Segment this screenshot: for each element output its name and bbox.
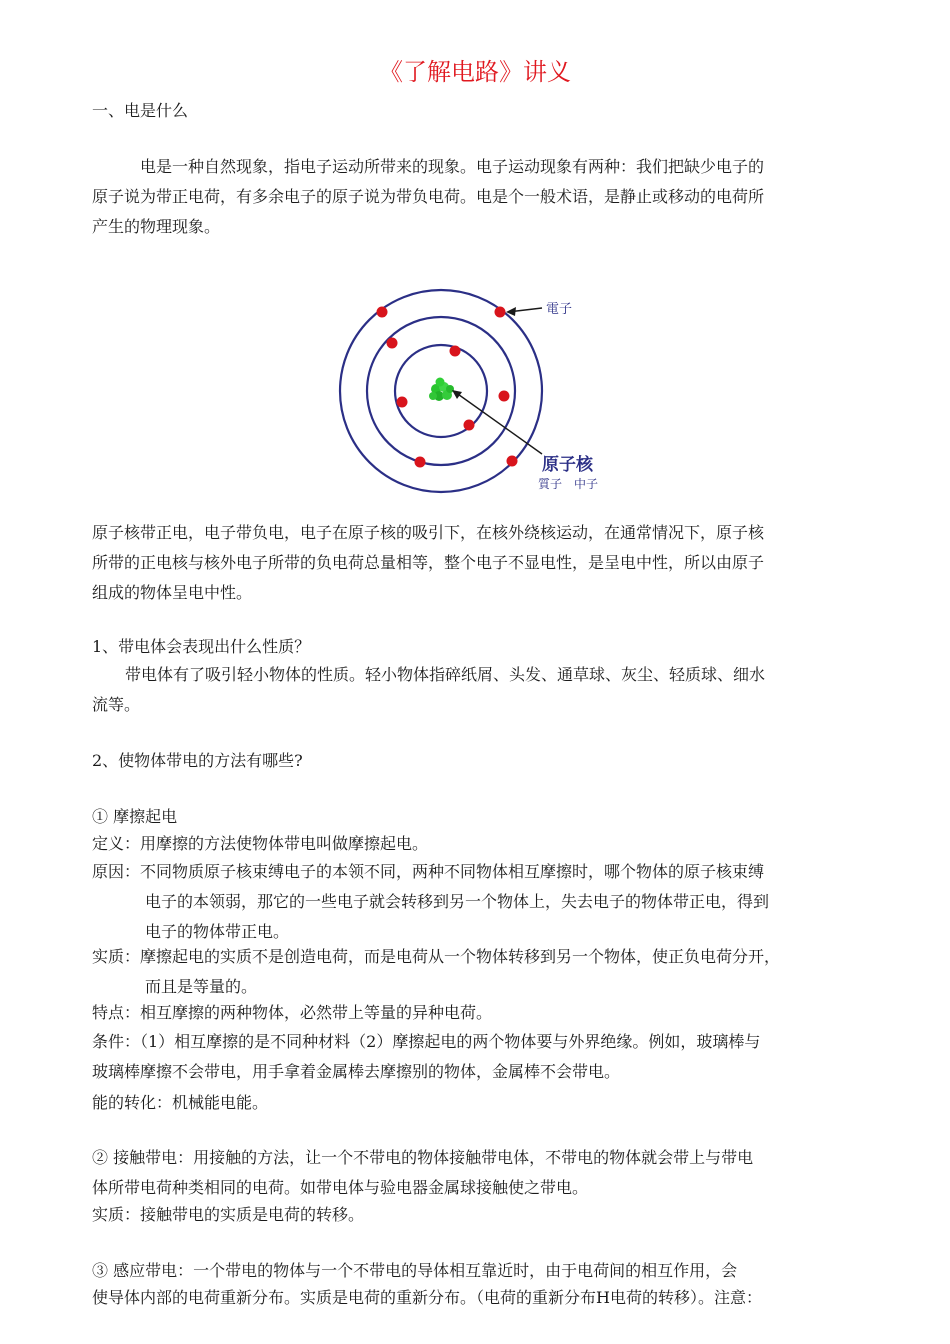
nucleus-paragraph [92,518,862,608]
text-line: 电是一种自然现象，指电子运动所带来的现象。电子运动现象有两种：我们把缺少电子的 [140,157,765,176]
text-line: 玻璃棒摩擦不会带电，用手拿着金属棒去摩擦别的物体，金属棒不会带电。 [92,1062,621,1081]
text-line: ② 接触带电：用接触的方法，让一个不带电的物体接触带电体，不带电的物体就会带上与带电 [92,1148,754,1167]
electron [387,338,398,349]
friction-heading: ① 摩擦起电 [92,807,178,826]
text-line: 原因：不同物质原子核束缚电子的本领不同，两种不同物体相互摩擦时，哪个物体的原子核束缚 [92,862,765,881]
electron [464,420,475,431]
contact-paragraph [92,1143,862,1203]
section-heading-what-is-electricity: 一、电是什么 [92,101,189,120]
text-line: 原子说为带正电荷，有多余电子的原子说为带负电荷。电是个一般术语，是静止或移动的电荷所 [92,187,765,206]
text-line: 所带的正电核与核外电子所带的负电荷总量相等，整个电子不显电性，是呈电中性，所以由原子 [92,553,765,572]
text-line: 使导体内部的电荷重新分布。实质是电荷的重新分布。（电荷的重新分布H电荷的转移）。注意： [92,1288,762,1307]
text-line: 电子的本领弱，那它的一些电子就会转移到另一个物体上，失去电子的物体带正电，得到 [145,892,770,911]
electron [450,346,461,357]
text-line: 实质：摩擦起电的实质不是创造电荷，而是电荷从一个物体转移到另一个物体，使正负电荷分开， [92,947,781,966]
atom-diagram [330,288,630,502]
electron [415,457,426,468]
text-line: 体所带电荷种类相同的电荷。如带电体与验电器金属球接触使之带电。 [92,1178,589,1197]
question-1-answer [92,660,862,720]
page-title: 《了解电路》讲义 [379,58,571,86]
electron [377,307,388,318]
question-2-heading: 2、使物体带电的方法有哪些? [92,751,303,770]
electron-label: 電子 [546,302,573,317]
text-line: ③ 感应带电：一个带电的物体与一个不带电的导体相互靠近时，由于电荷间的相互作用，会 [92,1261,738,1280]
nucleus-label: 原子核 [542,455,593,475]
text-line: 产生的物理现象。 [92,217,221,236]
friction-definition: 定义：用摩擦的方法使物体带电叫做摩擦起电。 [92,834,429,853]
electron [495,307,506,318]
nucleus [429,378,454,402]
friction-essence [92,942,862,1002]
electron [499,391,510,402]
question-1-heading: 1、带电体会表现出什么性质？ [92,637,311,656]
nucleus-sub-label: 質子 中子 [538,477,599,491]
text-line: 条件：（1）相互摩擦的是不同种材料（2）摩擦起电的两个物体要与外界绝缘。例如，玻璃棒与 [92,1032,761,1051]
friction-cause [92,857,862,947]
text-line: 组成的物体呈电中性。 [92,583,253,602]
text-line: 电子的物体带正电。 [145,922,290,941]
text-line: 而且是等量的。 [145,977,258,996]
friction-condition [92,1027,862,1087]
text-line: 带电体有了吸引轻小物体的性质。轻小物体指碎纸屑、头发、通草球、灰尘、轻质球、细水 [125,665,766,684]
contact-essence: 实质：接触带电的实质是电荷的转移。 [92,1205,365,1224]
electron [507,456,518,467]
text-line: 原子核带正电，电子带负电，电子在原子核的吸引下，在核外绕核运动，在通常情况下，原子核 [92,523,765,542]
friction-feature: 特点：相互摩擦的两种物体，必然带上等量的异种电荷。 [92,1003,493,1022]
intro-paragraph [92,152,862,242]
electron-pointer-arrow [506,307,542,316]
electron [397,397,408,408]
text-line: 流等。 [92,695,141,714]
induction-paragraph [92,1257,862,1311]
friction-energy: 能的转化：机械能电能。 [92,1093,269,1112]
